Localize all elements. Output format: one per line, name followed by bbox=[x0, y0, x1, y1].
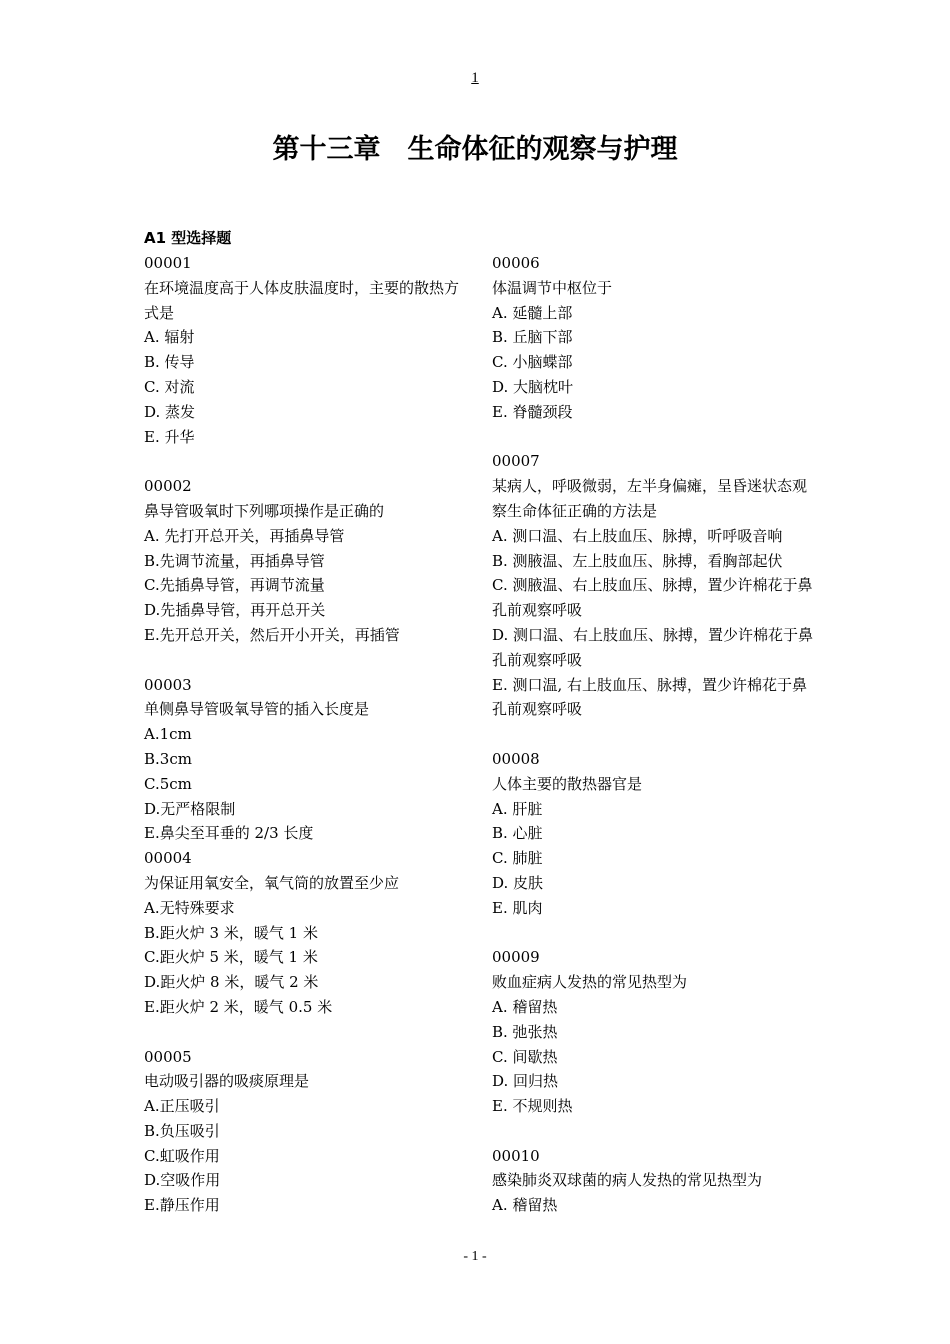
answer-option: E. 测口温, 右上肢血压、脉搏，置少许棉花于鼻孔前观察呼吸 bbox=[492, 675, 808, 719]
question-text: 人体主要的散热器官是 bbox=[492, 774, 643, 793]
question-text: 鼻导管吸氧时下列哪项操作是正确的 bbox=[144, 501, 385, 520]
answer-option: D. 大脑枕叶 bbox=[492, 377, 574, 396]
answer-option: C.距火炉 5 米，暖气 1 米 bbox=[144, 948, 318, 967]
question-block bbox=[492, 747, 814, 921]
answer-option: A.1cm bbox=[144, 725, 192, 744]
answer-option: A.正压吸引 bbox=[144, 1097, 220, 1116]
question-number: 00001 bbox=[144, 254, 192, 272]
answer-option: E.鼻尖至耳垂的 2/3 长度 bbox=[144, 824, 314, 843]
answer-option: A. 稽留热 bbox=[492, 1196, 558, 1215]
chapter-title: 第十三章 生命体征的观察与护理 bbox=[272, 134, 678, 165]
answer-option: C. 测腋温、右上肢血压、脉搏，置少许棉花于鼻孔前观察呼吸 bbox=[492, 576, 813, 620]
answer-option: A. 稽留热 bbox=[492, 997, 558, 1016]
answer-option: D.距火炉 8 米，暖气 2 米 bbox=[144, 973, 319, 992]
header-page-number bbox=[0, 68, 950, 88]
answer-option: E.先开总开关，然后开小开关，再插管 bbox=[144, 625, 400, 644]
answer-option: B. 丘脑下部 bbox=[492, 328, 573, 347]
answer-option: B.距火炉 3 米，暖气 1 米 bbox=[144, 923, 318, 942]
right-column bbox=[492, 251, 814, 1243]
question-text: 单侧鼻导管吸氧导管的插入长度是 bbox=[144, 700, 370, 719]
question-text: 体温调节中枢位于 bbox=[492, 278, 613, 297]
header-page-number-text: 1 bbox=[471, 70, 479, 86]
question-text: 败血症病人发热的常见热型为 bbox=[492, 973, 688, 992]
question-block bbox=[492, 1144, 814, 1218]
answer-option: C. 对流 bbox=[144, 377, 195, 396]
answer-option: E. 不规则热 bbox=[492, 1097, 573, 1116]
answer-option: C.虹吸作用 bbox=[144, 1146, 220, 1165]
answer-option: B. 心脏 bbox=[492, 824, 543, 843]
section-heading: A1 型选择题 bbox=[144, 229, 232, 247]
question-block bbox=[492, 251, 814, 425]
answer-option: A. 肝脏 bbox=[492, 799, 543, 818]
question-text: 电动吸引器的吸痰原理是 bbox=[144, 1072, 310, 1091]
answer-option: B.3cm bbox=[144, 749, 192, 768]
answer-option: C. 间歇热 bbox=[492, 1047, 558, 1066]
question-number: 00008 bbox=[492, 749, 540, 768]
answer-option: D. 测口温、右上肢血压、脉搏，置少许棉花于鼻孔前观察呼吸 bbox=[492, 625, 814, 669]
answer-option: C.先插鼻导管，再调节流量 bbox=[144, 576, 325, 595]
answer-option: E. 升华 bbox=[144, 427, 195, 446]
footer-page-number: - 1 - bbox=[463, 1249, 487, 1264]
question-text: 感染肺炎双球菌的病人发热的常见热型为 bbox=[492, 1171, 763, 1190]
left-column bbox=[144, 251, 466, 1243]
question-block bbox=[144, 673, 466, 847]
question-number: 00007 bbox=[492, 452, 540, 471]
answer-option: C.5cm bbox=[144, 774, 192, 793]
question-block bbox=[144, 1045, 466, 1219]
answer-option: D.空吸作用 bbox=[144, 1171, 221, 1190]
question-number: 00004 bbox=[144, 849, 192, 868]
question-block bbox=[492, 945, 814, 1119]
answer-option: A. 辐射 bbox=[144, 328, 195, 347]
answer-option: C. 肺脏 bbox=[492, 849, 543, 868]
answer-option: D. 皮肤 bbox=[492, 873, 544, 892]
answer-option: E.静压作用 bbox=[144, 1196, 220, 1215]
question-block bbox=[492, 449, 814, 722]
answer-option: A. 先打开总开关，再插鼻导管 bbox=[144, 526, 345, 545]
question-block bbox=[144, 251, 466, 449]
answer-option: B.先调节流量，再插鼻导管 bbox=[144, 551, 325, 570]
question-number: 00009 bbox=[492, 948, 540, 967]
answer-option: B.负压吸引 bbox=[144, 1121, 220, 1140]
question-number: 00010 bbox=[492, 1146, 540, 1165]
answer-option: E.距火炉 2 米，暖气 0.5 米 bbox=[144, 997, 333, 1016]
answer-option: D.无严格限制 bbox=[144, 799, 236, 818]
question-number: 00006 bbox=[492, 254, 540, 272]
answer-option: B. 测腋温、左上肢血压、脉搏，看胸部起伏 bbox=[492, 551, 783, 570]
answer-option: D. 蒸发 bbox=[144, 402, 196, 421]
answer-option: E. 脊髓颈段 bbox=[492, 402, 573, 421]
question-text: 为保证用氧安全，氧气筒的放置至少应 bbox=[144, 873, 400, 892]
answer-option: A. 测口温、右上肢血压、脉搏，听呼吸音响 bbox=[492, 526, 783, 545]
question-text: 某病人，呼吸微弱，左半身偏瘫，呈昏迷状态观察生命体征正确的方法是 bbox=[492, 477, 808, 520]
answer-option: B. 弛张热 bbox=[492, 1022, 558, 1041]
question-text: 在环境温度高于人体皮肤温度时，主要的散热方式是 bbox=[144, 278, 460, 322]
answer-option: B. 传导 bbox=[144, 353, 195, 372]
answer-option: A.无特殊要求 bbox=[144, 898, 235, 917]
question-block bbox=[144, 846, 466, 1020]
question-number: 00003 bbox=[144, 675, 192, 694]
answer-option: E. 肌肉 bbox=[492, 898, 543, 917]
answer-option: A. 延髓上部 bbox=[492, 303, 573, 322]
answer-option: D.先插鼻导管，再开总开关 bbox=[144, 601, 326, 620]
question-number: 00002 bbox=[144, 477, 192, 496]
answer-option: D. 回归热 bbox=[492, 1072, 559, 1091]
question-block bbox=[144, 474, 466, 648]
answer-option: C. 小脑蝶部 bbox=[492, 353, 573, 372]
question-number: 00005 bbox=[144, 1047, 192, 1066]
